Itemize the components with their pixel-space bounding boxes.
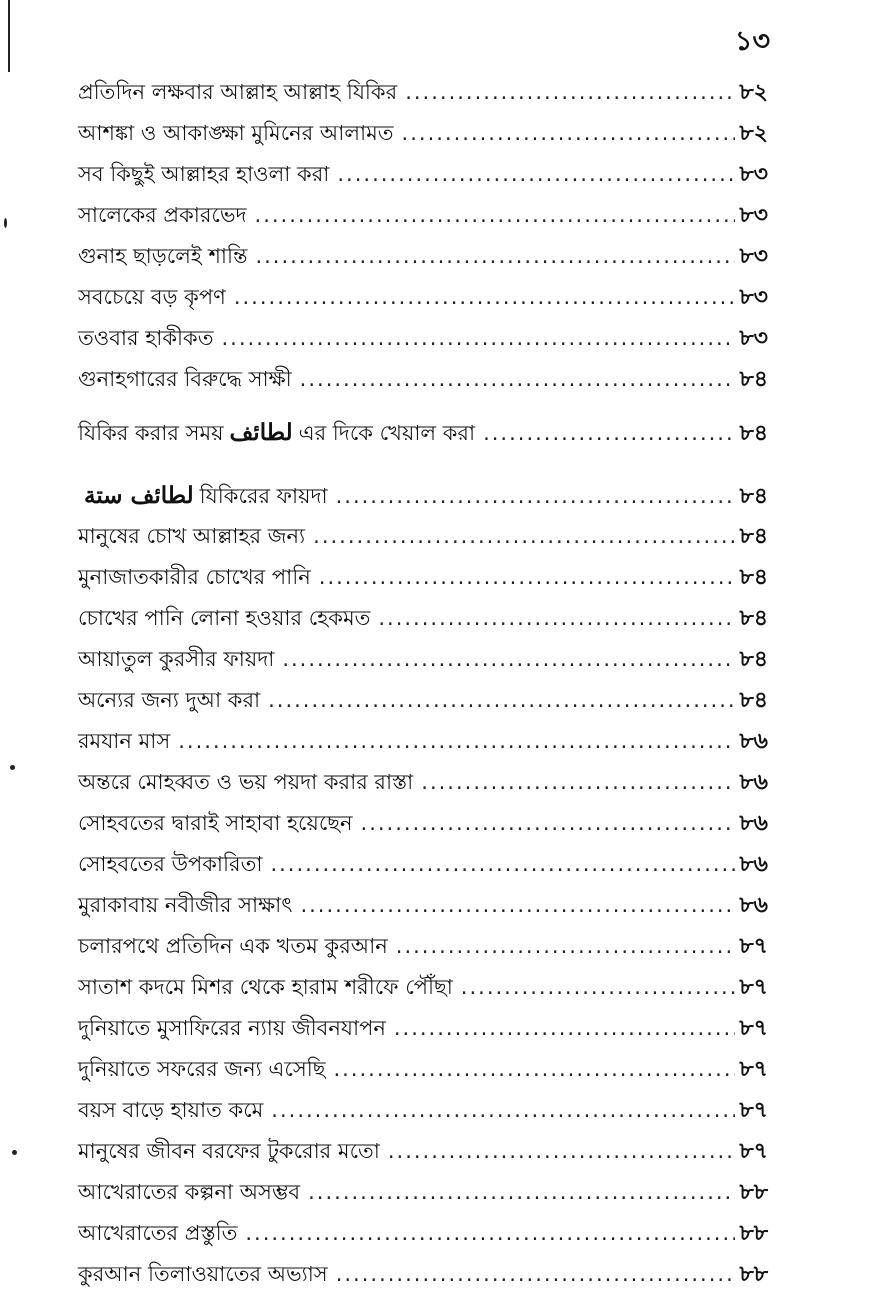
toc-entry-page: ৮৪ (739, 421, 768, 446)
dot-leader (388, 1131, 736, 1172)
dot-leader (313, 516, 735, 557)
toc-entry-title (78, 680, 260, 721)
toc-entry-title (78, 318, 214, 359)
dot-leader (178, 721, 735, 762)
toc-entry-title (78, 412, 475, 454)
toc-entry-title (78, 639, 274, 680)
dot-leader (255, 195, 736, 236)
dot-leader (336, 476, 736, 517)
dot-leader (234, 277, 736, 318)
toc-entry-page: ৮৮ (739, 1221, 768, 1246)
toc-entry-title (78, 762, 413, 803)
toc-entry-title (78, 598, 370, 639)
toc-entry[interactable] (78, 639, 768, 680)
page-number: ১৩ (734, 26, 770, 57)
toc-entry-title-text: সব কিছুই আল্লাহর হাওলা করা (78, 162, 330, 186)
toc-entry[interactable] (78, 885, 768, 926)
arabic-term: لطائف ستة (84, 482, 194, 509)
toc-entry-title-text: সোহবতের দ্বারাই সাহাবা হয়েছেন (78, 811, 353, 835)
toc-entry-title-text: সাতাশ কদমে মিশর থেকে হারাম শরীফে পৌঁছা (78, 975, 453, 999)
toc-entry-title-text: রমযান মাস (78, 729, 171, 753)
toc-entry-page: ৮৬ (739, 852, 768, 877)
dot-leader (268, 680, 735, 721)
toc-entry-title (78, 1090, 263, 1131)
toc-entry-page: ৮৪ (739, 367, 768, 392)
toc-entry-title (78, 926, 388, 967)
toc-entry-page: ৮৩ (739, 244, 768, 269)
toc-entry-page: ৮৩ (739, 162, 768, 187)
toc-entry-title (78, 1172, 300, 1213)
toc-entry-page: ৮৭ (739, 1016, 768, 1041)
dot-leader (394, 1008, 736, 1049)
page-margin-rule (8, 0, 10, 72)
toc-entry-page: ৮৩ (739, 203, 768, 228)
dot-leader (336, 1254, 736, 1295)
toc-entry[interactable] (78, 516, 768, 557)
toc-entry-title-text: অন্যের জন্য দুআ করা (78, 688, 261, 712)
toc-entry-title-text: আখেরাতের প্রস্তুতি (78, 1221, 238, 1245)
toc-entry[interactable] (78, 195, 768, 236)
toc-entry[interactable] (78, 1008, 768, 1049)
toc-entry-page: ৮৭ (739, 1139, 768, 1164)
toc-entry-title-text: মানুষের জীবন বরফের টুকরোর মতো (78, 1139, 380, 1163)
dot-leader (402, 113, 736, 154)
toc-entry-page: ৮৪ (739, 688, 768, 713)
toc-entry-title (78, 1213, 237, 1254)
toc-entry-title (78, 1131, 380, 1172)
toc-entry[interactable] (78, 412, 768, 453)
toc-entry-title (78, 1254, 328, 1295)
toc-entry-title-text: যিকির করার সময় (78, 421, 224, 445)
toc-entry-title-text: এর দিকে খেয়াল করা (298, 421, 476, 445)
toc-entry[interactable] (78, 236, 768, 277)
dot-leader (282, 639, 735, 680)
toc-entry-title (78, 557, 311, 598)
toc-entry-title (78, 1049, 325, 1090)
dot-leader (461, 967, 736, 1008)
toc-entry[interactable] (78, 598, 768, 639)
toc-entry-page: ৮২ (739, 121, 768, 146)
dot-leader (337, 154, 735, 195)
toc-entry[interactable] (78, 475, 768, 516)
toc-entry[interactable] (78, 680, 768, 721)
toc-entry-page: ৮৪ (739, 484, 768, 509)
toc-entry[interactable] (78, 967, 768, 1008)
toc-entry-title (78, 113, 394, 154)
dot-leader (271, 1090, 735, 1131)
toc-entry-title-text: অন্তরে মোহব্বত ও ভয় পয়দা করার রাস্তা (78, 770, 414, 794)
scan-speck (12, 1150, 17, 1155)
toc-entry-page: ৮৪ (739, 565, 768, 590)
toc-entry[interactable] (78, 926, 768, 967)
arabic-term: لطائف (229, 419, 293, 446)
toc-entry-title-text: আশঙ্কা ও আকাঙ্ক্ষা মুমিনের আলামত (78, 121, 394, 145)
toc-entry[interactable] (78, 803, 768, 844)
scan-speck (10, 765, 15, 770)
dot-leader (405, 72, 735, 113)
toc-entry-title (78, 475, 328, 517)
toc-entry-title-text: কুরআন তিলাওয়াতের অভ্যাস (78, 1262, 328, 1286)
toc-entry-title (78, 721, 170, 762)
toc-entry-title-text: মানুষের চোখ আল্লাহর জন্য (78, 524, 306, 548)
dot-leader (245, 1213, 735, 1254)
toc-entry-title (78, 236, 247, 277)
toc-entry-title (78, 885, 292, 926)
toc-entry-title (78, 803, 353, 844)
toc-entry-title (78, 195, 247, 236)
toc-entry-title-text: আখেরাতের কল্পনা অসম্ভব (78, 1180, 301, 1204)
toc-entry[interactable] (78, 277, 768, 318)
toc-entry[interactable] (78, 72, 768, 113)
dot-leader (300, 885, 735, 926)
toc-entry-page: ৮৪ (739, 606, 768, 631)
toc-entry-title-text: দুনিয়াতে মুসাফিরের ন্যায় জীবনযাপন (78, 1016, 386, 1040)
toc-entry-title (78, 1008, 386, 1049)
toc-entry-page: ৮৮ (739, 1262, 768, 1287)
toc-entry-title-text: চোখের পানি লোনা হওয়ার হেকমত (78, 606, 371, 630)
toc-entry-title-text: সোহবতের উপকারিতা (78, 852, 263, 876)
dot-leader (308, 1172, 735, 1213)
toc-entry-title (78, 154, 329, 195)
toc-entry-page: ৮৭ (739, 975, 768, 1000)
toc-entry[interactable] (78, 318, 768, 359)
dot-leader (333, 1049, 735, 1090)
toc-entry[interactable] (78, 557, 768, 598)
toc-entry[interactable] (78, 1131, 768, 1172)
toc-entry-title-text: দুনিয়াতে সফরের জন্য এসেছি (78, 1057, 326, 1081)
dot-leader (378, 598, 735, 639)
dot-leader (483, 413, 735, 454)
toc-entry-page: ৮৪ (739, 647, 768, 672)
toc-entry-page: ৮৬ (739, 811, 768, 836)
dot-leader (300, 359, 736, 400)
scan-speck (4, 218, 7, 228)
toc-entry-page: ৮৬ (739, 729, 768, 754)
toc-entry[interactable] (78, 1090, 768, 1131)
toc-entry-page: ৮৪ (739, 524, 768, 549)
dot-leader (270, 844, 735, 885)
toc-entry-title-text: প্রতিদিন লক্ষবার আল্লাহ আল্লাহ যিকির (78, 80, 398, 104)
toc-entry-title (78, 516, 305, 557)
toc-entry-title-text: সবচেয়ে বড় কৃপণ (78, 285, 226, 309)
toc-entry-title-text: গুনাহ ছাড়লেই শান্তি (78, 244, 248, 268)
toc-entry-title (78, 844, 262, 885)
toc-entry-page: ৮৬ (739, 770, 768, 795)
toc-entry-page: ৮৩ (739, 285, 768, 310)
toc-entry-title (78, 72, 397, 113)
toc-entry[interactable] (78, 113, 768, 154)
toc-entry-title (78, 277, 226, 318)
toc-entry[interactable] (78, 154, 768, 195)
toc-entry-title-text: বয়স বাড়ে হায়াত কমে (78, 1098, 264, 1122)
toc-entry[interactable] (78, 721, 768, 762)
toc-entry[interactable] (78, 1049, 768, 1090)
toc-entry-title-text: মুনাজাতকারীর চোখের পানি (78, 565, 311, 589)
toc-entry[interactable] (78, 359, 768, 400)
toc-entry-title-text: যিকিরের ফায়দা (199, 484, 328, 508)
toc-entry-title-text: সালেকের প্রকারভেদ (78, 203, 247, 227)
toc-entry-title-text: তওবার হাকীকত (78, 326, 214, 350)
dot-leader (222, 318, 736, 359)
toc-entry-title-text: আয়াতুল কুরসীর ফায়দা (78, 647, 275, 671)
toc-entry[interactable] (78, 1254, 768, 1295)
toc-entry[interactable] (78, 1172, 768, 1213)
toc-entry-page: ৮৭ (739, 1057, 768, 1082)
toc-entry-title (78, 967, 453, 1008)
toc-entry-title-text: চলারপথে প্রতিদিন এক খতম কুরআন (78, 934, 388, 958)
toc-entry-page: ৮৩ (739, 326, 768, 351)
toc-entry-title-text: গুনাহগারের বিরুদ্ধে সাক্ষী (78, 367, 292, 391)
dot-leader (421, 762, 735, 803)
toc-entry-page: ৮৭ (739, 1098, 768, 1123)
toc-entry-page: ৮২ (739, 80, 768, 105)
toc-entry[interactable] (78, 1213, 768, 1254)
table-of-contents (78, 72, 768, 1295)
toc-entry-page: ৮৮ (739, 1180, 768, 1205)
toc-entry[interactable] (78, 762, 768, 803)
dot-leader (255, 236, 735, 277)
toc-entry-page: ৮৭ (739, 934, 768, 959)
toc-entry-title-text: মুরাকাবায় নবীজীর সাক্ষাৎ (78, 893, 293, 917)
toc-entry-title (78, 359, 292, 400)
dot-leader (319, 557, 736, 598)
toc-entry[interactable] (78, 844, 768, 885)
dot-leader (396, 926, 736, 967)
toc-entry-page: ৮৬ (739, 893, 768, 918)
dot-leader (361, 803, 736, 844)
